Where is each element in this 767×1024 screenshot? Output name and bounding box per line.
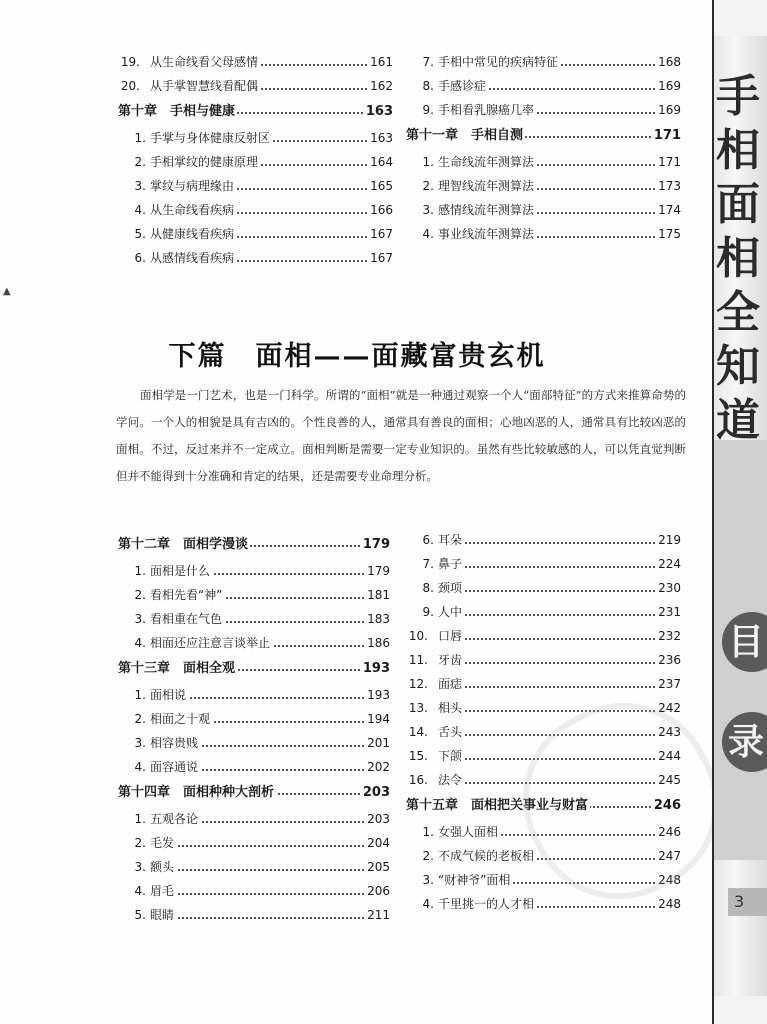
toc-entry-page: 173 (655, 174, 681, 198)
toc-entry-label: 从生命线看疾病 (150, 198, 236, 222)
toc-entry-page: 237 (655, 672, 681, 696)
toc-entry-label: 毛发 (150, 831, 176, 855)
toc-entry-number: 20. (120, 79, 140, 93)
toc-entry-number: 7. (422, 557, 434, 571)
toc-entry-label: 面相说 (150, 683, 188, 707)
toc-leader-dots (150, 893, 364, 895)
toc-entry-page: 169 (655, 74, 681, 98)
toc-entry (118, 198, 393, 222)
toc-leader-dots (438, 662, 655, 664)
toc-entry-number: 3. (134, 179, 146, 193)
toc-entry-label: 从健康线看疾病 (150, 222, 236, 246)
book-title-char: 面 (716, 179, 760, 230)
toc-entry-label: 五观各论 (150, 807, 200, 831)
toc-entry-number: 13. (408, 701, 428, 715)
toc-chapter-entry (118, 98, 393, 126)
book-title-char: 相 (716, 125, 760, 176)
toc-entry-number: 4. (134, 884, 146, 898)
toc-bottom-left-column (118, 531, 390, 927)
toc-entry (406, 174, 681, 198)
toc-entry-page: 248 (655, 868, 681, 892)
book-title-char: 全 (716, 287, 760, 338)
toc-entry-number: 2. (134, 836, 146, 850)
toc-entry-label: 相容贵贱 (150, 731, 200, 755)
toc-entry (118, 559, 390, 583)
toc-entry-label: 不成气候的老板相 (438, 844, 536, 868)
toc-entry (118, 631, 390, 655)
toc-entry-page: 205 (364, 855, 390, 879)
book-title-char: 道 (716, 395, 760, 446)
toc-entry-label: 感情线流年测算法 (438, 198, 536, 222)
toc-entry-label: 从感情线看疾病 (150, 246, 236, 270)
toc-entry-page: 175 (655, 222, 681, 246)
toc-entry (118, 583, 390, 607)
toc-entry-page: 169 (655, 98, 681, 122)
toc-entry-label: 第十三章 面相全观 (118, 655, 237, 683)
toc-entry-label: 手相中常见的疾病特征 (438, 50, 560, 74)
toc-entry-number: 6. (422, 533, 434, 547)
toc-entry-number: 1. (134, 564, 146, 578)
toc-chapter-entry (118, 779, 390, 807)
toc-top-left-column (118, 50, 393, 270)
toc-entry-page: 247 (655, 844, 681, 868)
section-intro: 面相学是一门艺术，也是一门科学。所谓的“面相”就是一种通过观察一个人“面部特征”的方式来推算命势的学问。一个人的相貌是具有吉凶的。个性良善的人，通常具有善良的面相；心地凶恶的人，通常具有比较凶恶的面相。不过，反过来并不一定成立。面相判断是需要一定专业知识的。虽然有些比较敏感的人，可以凭直觉判断但并不能得到十分准确和肯定的结果，还是需要专业命理分析。 (116, 388, 686, 483)
toc-entry-label: 从生命线看父母感情 (150, 50, 260, 74)
toc-entry-label: 面相是什么 (150, 559, 212, 583)
toc-entry-page: 179 (364, 559, 390, 583)
toc-entry (406, 672, 681, 696)
toc-entry-label: 第十章 手相与健康 (118, 98, 237, 126)
toc-entry (118, 731, 390, 755)
toc-entry-page: 162 (367, 74, 393, 98)
toc-entry-page: 186 (364, 631, 390, 655)
toc-entry-label: 人中 (438, 600, 464, 624)
toc-entry-number: 4. (134, 636, 146, 650)
toc-entry (118, 683, 390, 707)
margin-mark: ▲ (3, 286, 11, 297)
toc-entry-page: 202 (364, 755, 390, 779)
toc-entry-page: 167 (367, 222, 393, 246)
toc-entry-label: 掌纹与病理缘由 (150, 174, 236, 198)
toc-entry-label: 口唇 (438, 624, 464, 648)
toc-entry-page: 231 (655, 600, 681, 624)
toc-entry (118, 246, 393, 270)
toc-entry-number: 1. (422, 155, 434, 169)
toc-entry-page: 236 (655, 648, 681, 672)
toc-entry-page: 163 (363, 98, 393, 126)
toc-entry (406, 648, 681, 672)
toc-entry-number: 3. (134, 860, 146, 874)
toc-chapter-entry (118, 655, 390, 683)
toc-entry (118, 126, 393, 150)
toc-entry-label: 下颌 (438, 744, 464, 768)
toc-entry-page: 167 (367, 246, 393, 270)
toc-leader-dots (438, 542, 655, 544)
toc-chapter-entry (406, 122, 681, 150)
toc-entry-number: 4. (134, 203, 146, 217)
toc-leader-dots (150, 869, 364, 871)
toc-entry (118, 879, 390, 903)
toc-entry-page: 193 (360, 655, 390, 683)
toc-entry-page: 244 (655, 744, 681, 768)
toc-entry-number: 19. (120, 55, 140, 69)
toc-entry-label: 面容通说 (150, 755, 200, 779)
toc-entry-number: 8. (422, 581, 434, 595)
toc-entry (406, 74, 681, 98)
toc-leader-dots (438, 686, 655, 688)
toc-entry-label: 牙齿 (438, 648, 464, 672)
adjacent-page (714, 0, 767, 1024)
toc-entry-page: 224 (655, 552, 681, 576)
toc-entry-number: 1. (422, 825, 434, 839)
toc-entry-label: 额头 (150, 855, 176, 879)
toc-entry-number: 4. (422, 227, 434, 241)
toc-entry-page: 204 (364, 831, 390, 855)
page-number-fragment: 3 (728, 888, 767, 916)
toc-leader-dots (150, 845, 364, 847)
toc-entry-number: 3. (422, 873, 434, 887)
toc-entry (406, 50, 681, 74)
toc-entry (118, 707, 390, 731)
toc-leader-dots (150, 917, 364, 919)
toc-entry-page: 174 (655, 198, 681, 222)
toc-entry-page: 179 (360, 531, 390, 559)
toc-entry-number: 11. (408, 653, 428, 667)
book-title-char: 知 (716, 341, 760, 392)
toc-entry-number: 6. (134, 251, 146, 265)
toc-entry (118, 174, 393, 198)
toc-entry-label: 看相重在气色 (150, 607, 224, 631)
toc-entry-page: 203 (364, 807, 390, 831)
toc-entry-number: 15. (408, 749, 428, 763)
toc-entry-label: 手相看乳腺癌几率 (438, 98, 536, 122)
toc-entry-number: 3. (422, 203, 434, 217)
toc-entry (118, 607, 390, 631)
toc-entry-number: 2. (134, 588, 146, 602)
toc-entry (118, 807, 390, 831)
toc-entry-page: 193 (364, 683, 390, 707)
toc-entry-number: 12. (408, 677, 428, 691)
toc-entry-page: 171 (651, 122, 681, 150)
toc-entry-page: 206 (364, 879, 390, 903)
toc-entry-number: 1. (134, 812, 146, 826)
toc-entry-number: 2. (134, 712, 146, 726)
toc-entry-label: 第十二章 面相学漫谈 (118, 531, 250, 559)
toc-entry-page: 232 (655, 624, 681, 648)
toc-entry-label: 相面还应注意言谈举止 (150, 631, 272, 655)
toc-entry (118, 50, 393, 74)
toc-entry-page: 161 (367, 50, 393, 74)
toc-entry-number: 2. (422, 849, 434, 863)
toc-entry-label: 鼻子 (438, 552, 464, 576)
toc-entry (406, 624, 681, 648)
toc-entry-page: 246 (655, 820, 681, 844)
toc-entry-label: 女强人面相 (438, 820, 500, 844)
toc-entry-page: 230 (655, 576, 681, 600)
toc-entry-page: 242 (655, 696, 681, 720)
toc-entry-page: 243 (655, 720, 681, 744)
toc-entry-number: 5. (134, 908, 146, 922)
toc-entry-page: 246 (651, 792, 681, 820)
toc-entry-page: 201 (364, 731, 390, 755)
toc-entry-number: 2. (134, 155, 146, 169)
toc-entry-label: 手相掌纹的健康原理 (150, 150, 260, 174)
contents-tab-char: 目 (722, 612, 767, 672)
toc-entry-label: 耳朵 (438, 528, 464, 552)
toc-entry (406, 198, 681, 222)
toc-top-right-column (406, 50, 681, 246)
toc-entry-number: 14. (408, 725, 428, 739)
toc-entry-page: 183 (364, 607, 390, 631)
toc-entry-label: 第十一章 手相自测 (406, 122, 525, 150)
toc-entry-number: 4. (422, 897, 434, 911)
toc-entry-label: 第十四章 面相种种大剖析 (118, 779, 276, 807)
toc-chapter-entry (118, 531, 390, 559)
book-title-vertical (716, 70, 767, 448)
toc-entry-page: 245 (655, 768, 681, 792)
toc-entry-page: 211 (364, 903, 390, 927)
toc-entry-label: 相面之十观 (150, 707, 212, 731)
toc-entry (118, 74, 393, 98)
toc-entry-number: 1. (134, 131, 146, 145)
toc-entry-number: 10. (408, 629, 428, 643)
toc-entry-page: 181 (364, 583, 390, 607)
toc-entry-label: 颈项 (438, 576, 464, 600)
toc-entry (406, 552, 681, 576)
toc-entry-number: 5. (134, 227, 146, 241)
toc-entry-label: 法令 (438, 768, 464, 792)
toc-entry (406, 576, 681, 600)
toc-entry-number: 1. (134, 688, 146, 702)
book-title-char: 手 (716, 71, 760, 122)
toc-entry (118, 855, 390, 879)
toc-entry-label: 手掌与身体健康反射区 (150, 126, 272, 150)
toc-entry-number: 3. (134, 736, 146, 750)
toc-entry-number: 4. (134, 760, 146, 774)
toc-entry-label: 从手掌智慧线看配偶 (150, 74, 260, 98)
toc-entry (406, 150, 681, 174)
toc-entry-label: 千里挑一的人才相 (438, 892, 536, 916)
toc-entry-page: 171 (655, 150, 681, 174)
toc-entry-number: 9. (422, 103, 434, 117)
toc-entry-label: 眉毛 (150, 879, 176, 903)
toc-entry-label: “财神爷”面相 (438, 868, 512, 892)
toc-entry-label: 生命线流年测算法 (438, 150, 536, 174)
toc-entry-number: 7. (422, 55, 434, 69)
toc-entry-label: 舌头 (438, 720, 464, 744)
toc-entry-page: 165 (367, 174, 393, 198)
toc-entry-number: 2. (422, 179, 434, 193)
toc-entry (406, 222, 681, 246)
toc-entry-number: 16. (408, 773, 428, 787)
toc-entry-label: 事业线流年测算法 (438, 222, 536, 246)
toc-entry-number: 8. (422, 79, 434, 93)
toc-entry-number: 3. (134, 612, 146, 626)
toc-entry-number: 9. (422, 605, 434, 619)
contents-tab-char: 录 (722, 712, 767, 772)
book-title-char: 相 (716, 233, 760, 284)
toc-entry-page: 168 (655, 50, 681, 74)
toc-entry (406, 98, 681, 122)
toc-entry-page: 194 (364, 707, 390, 731)
toc-leader-dots (438, 566, 655, 568)
toc-entry-page: 219 (655, 528, 681, 552)
toc-entry-page: 203 (360, 779, 390, 807)
toc-leader-dots (438, 638, 655, 640)
toc-entry-label: 理智线流年测算法 (438, 174, 536, 198)
section-title: 下篇 面相——面藏富贵玄机 (168, 341, 546, 372)
toc-leader-dots (438, 614, 655, 616)
toc-entry-label: 看相先看“神” (150, 583, 224, 607)
toc-entry (118, 222, 393, 246)
toc-entry-page: 166 (367, 198, 393, 222)
toc-entry (118, 755, 390, 779)
toc-leader-dots (438, 590, 655, 592)
toc-entry (406, 600, 681, 624)
toc-entry-label: 手感诊症 (438, 74, 488, 98)
toc-entry-label: 眼睛 (150, 903, 176, 927)
toc-entry-label: 第十五章 面相把关事业与财富 (406, 792, 590, 820)
toc-entry-label: 面痣 (438, 672, 464, 696)
toc-entry-page: 163 (367, 126, 393, 150)
toc-entry-label: 相头 (438, 696, 464, 720)
toc-entry (406, 528, 681, 552)
toc-entry (118, 150, 393, 174)
toc-entry-page: 164 (367, 150, 393, 174)
toc-entry (118, 903, 390, 927)
toc-entry-page: 248 (655, 892, 681, 916)
toc-entry (118, 831, 390, 855)
